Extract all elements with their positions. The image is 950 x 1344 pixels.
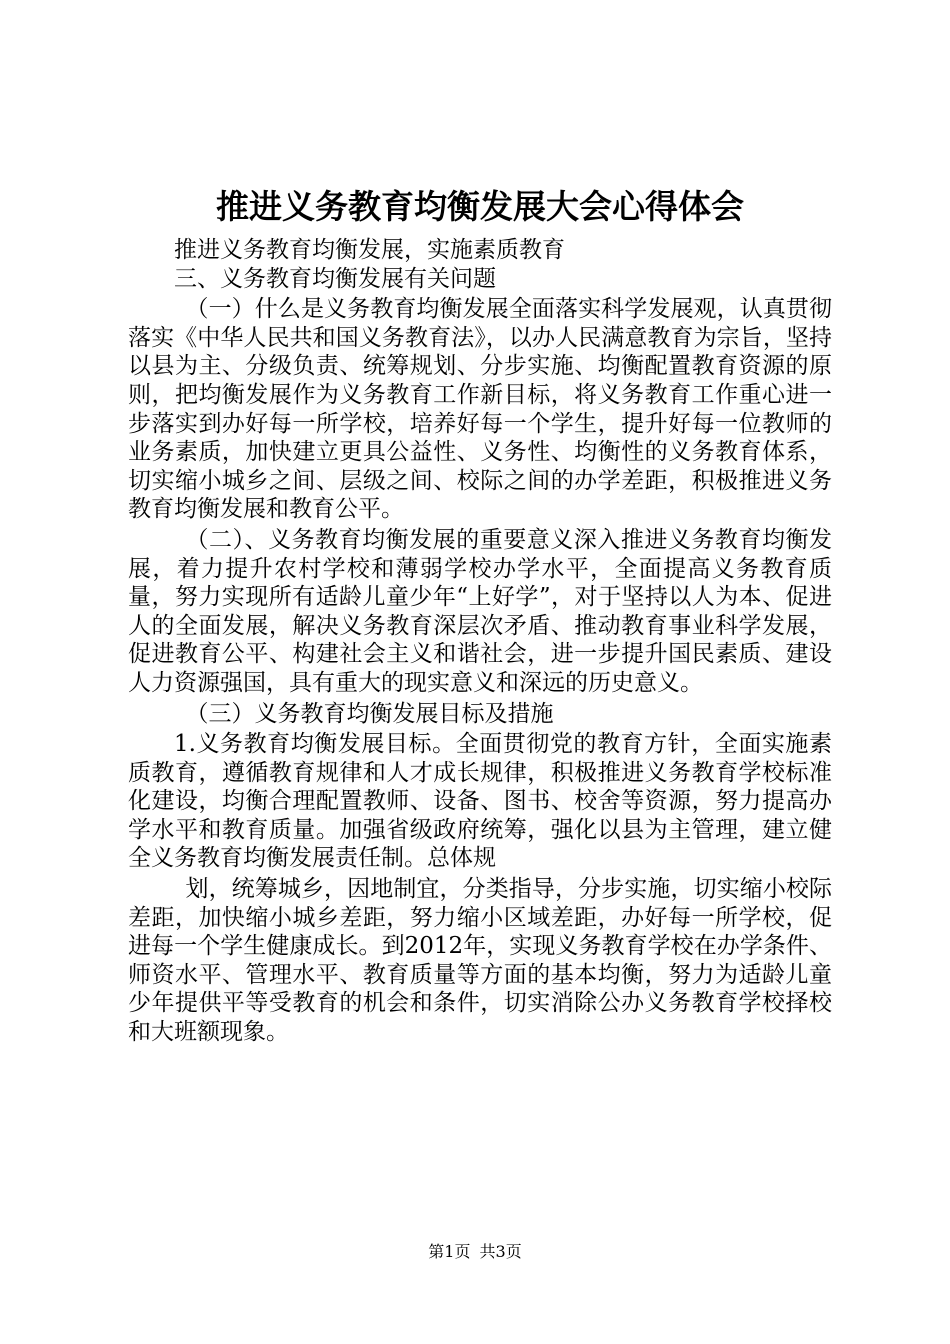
paragraph-6: 1.义务教育均衡发展目标。全面贯彻党的教育方针，全面实施素质教育，遵循教育规律和人才成长规律，积极推进义务教育学校标准化建设，均衡合理配置教师、设备、图书、校舍等资源，努力提高办学水平和教育质量。加强省级政府统筹，强化以县为主管理，建立健全义务教育均衡发展责任制。总体规 <box>128 731 832 872</box>
page-total: 共3页 <box>479 1242 522 1261</box>
document-title: 推进义务教育均衡发展大会心得体会 <box>216 187 744 226</box>
document-body <box>128 236 832 1047</box>
paragraph-4: （二）、义务教育均衡发展的重要意义深入推进义务教育均衡发展，着力提升农村学校和薄弱学校办学水平，全面提高义务教育质量，努力实现所有适龄儿童少年“上好学”，对于坚持以人为本、促进人的全面发展，解决义务教育深层次矛盾、推动教育事业科学发展，促进教育公平、构建社会主义和谐社会，进一步提升国民素质、建设人力资源强国，具有重大的现实意义和深远的历史意义。 <box>128 526 832 696</box>
page-footer <box>0 1242 950 1262</box>
paragraph-7: 划，统筹城乡，因地制宜，分类指导，分步实施，切实缩小校际差距，加快缩小城乡差距，努力缩小区域差距，办好每一所学校，促进每一个学生健康成长。到2012年，实现义务教育学校在办学条件、师资水平、管理水平、教育质量等方面的基本均衡，努力为适龄儿童少年提供平等受教育的机会和条件，切实消除公办义务教育学校择校和大班额现象。 <box>128 876 832 1046</box>
paragraph-5: （三）义务教育均衡发展目标及措施 <box>185 700 554 727</box>
paragraph-1: 推进义务教育均衡发展，实施素质教育 <box>174 237 565 263</box>
paragraph-3: （一）什么是义务教育均衡发展全面落实科学发展观，认真贯彻落实《中华人民共和国义务教育法》，以办人民满意教育为宗旨，坚持以县为主、分级负责、统筹规划、分步实施、均衡配置教育资源的原则，把均衡发展作为义务教育工作新目标，将义务教育工作重心进一步落实到办好每一所学校，培养好每一个学生，提升好每一位教师的业务素质，加快建立更具公益性、义务性、均衡性的义务教育体系，切实缩小城乡之间、层级之间、校际之间的办学差距，积极推进义务教育均衡发展和教育公平。 <box>128 296 832 523</box>
paragraph-2: 三、义务教育均衡发展有关问题 <box>174 265 496 292</box>
document-page <box>128 178 832 1047</box>
page-number: 第1页 <box>428 1242 471 1261</box>
